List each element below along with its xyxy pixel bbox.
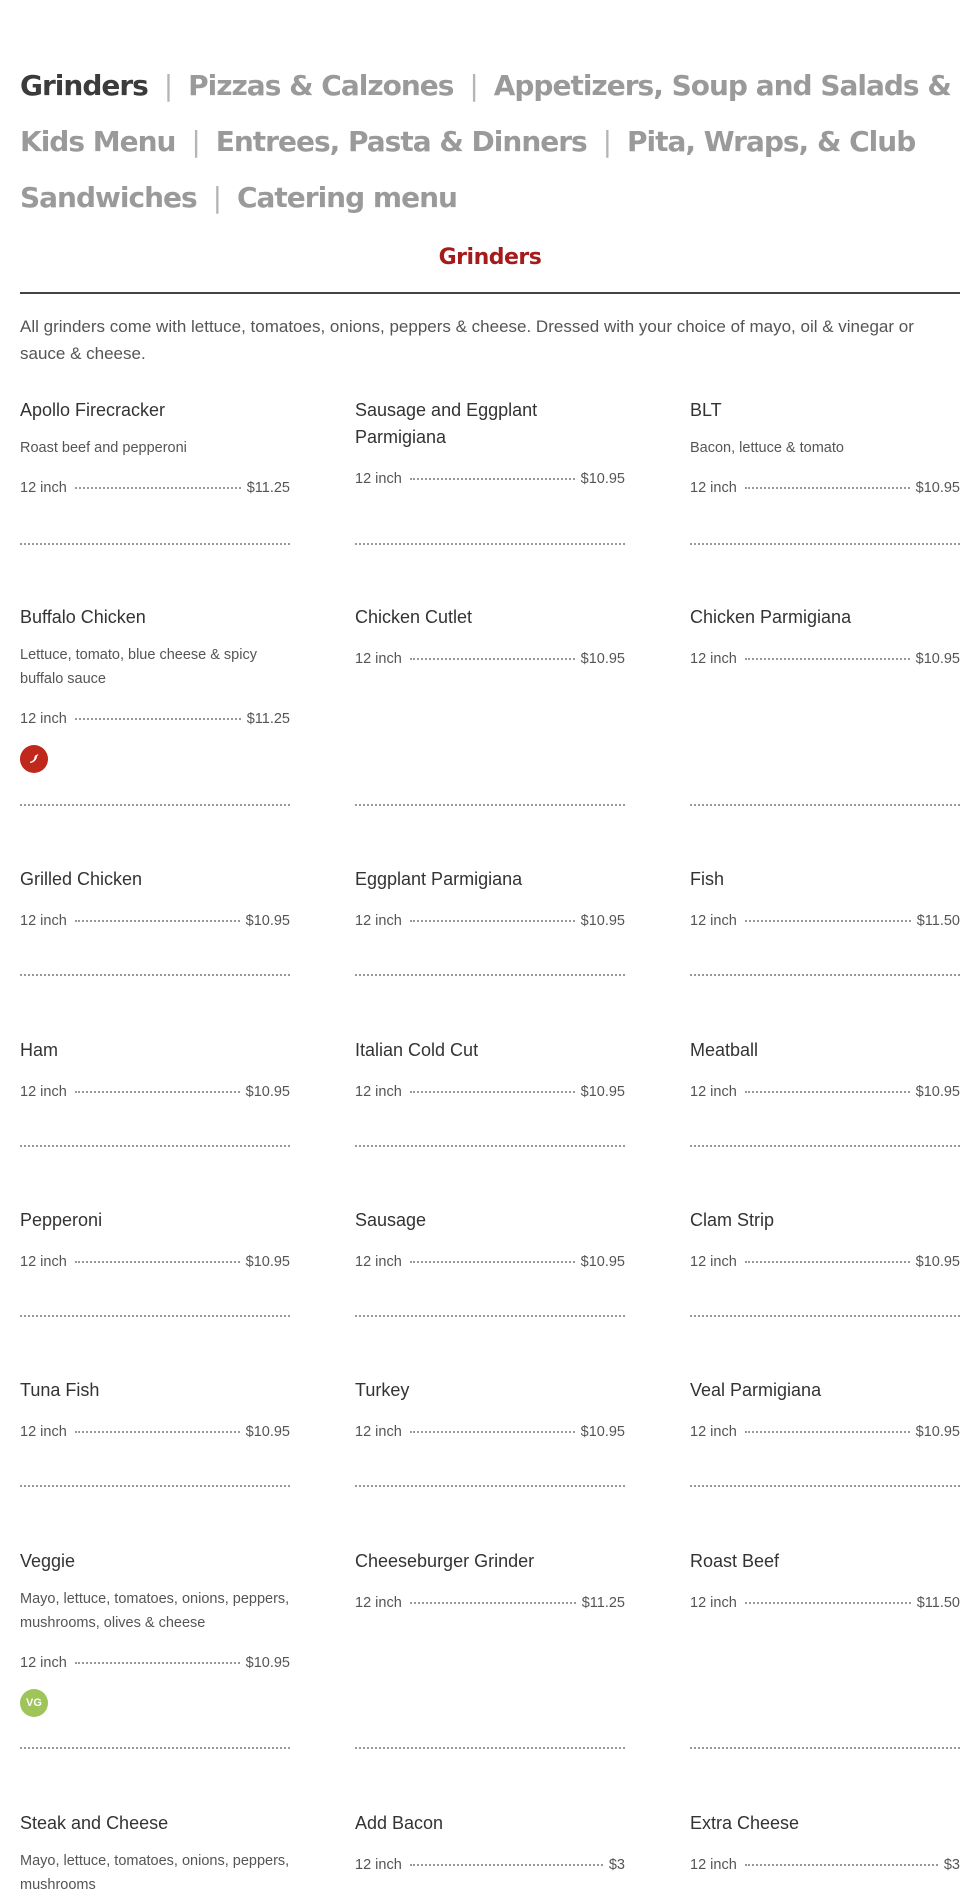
item-size: 12 inch [690, 1857, 737, 1873]
item-name: Pepperoni [20, 1210, 103, 1230]
price-leader [410, 1431, 575, 1433]
menu-item [355, 1207, 625, 1270]
item-name: Add Bacon [355, 1813, 444, 1833]
price-row [20, 480, 290, 496]
tab-separator: | [163, 69, 173, 102]
tab-separator: | [469, 69, 478, 102]
item-divider [690, 1315, 960, 1317]
menu-category-nav [20, 58, 960, 226]
price-leader [410, 1864, 603, 1866]
tab-entrees-pasta-dinners[interactable]: Entrees, Pasta & Dinners [215, 125, 587, 158]
item-name: Ham [20, 1040, 59, 1060]
item-name: Eggplant Parmigiana [355, 869, 523, 889]
item-price: $10.95 [915, 480, 960, 496]
item-divider [20, 804, 290, 806]
price-leader [410, 1602, 576, 1604]
item-divider [20, 543, 290, 545]
menu-item [690, 866, 960, 929]
price-row [20, 1655, 290, 1671]
item-price: $10.95 [580, 651, 625, 667]
item-price: $10.95 [580, 471, 625, 487]
item-price: $10.95 [580, 913, 625, 929]
item-name: Sausage and Eggplant Parmigiana [355, 400, 538, 447]
price-leader [75, 1091, 240, 1093]
price-leader [75, 920, 240, 922]
item-name: Roast Beef [690, 1551, 780, 1571]
item-divider [20, 1315, 290, 1317]
item-divider [690, 1485, 960, 1487]
chili-pepper-icon [20, 745, 48, 773]
price-leader [410, 658, 575, 660]
menu-item [690, 1207, 960, 1270]
price-row [355, 1595, 625, 1611]
item-price: $11.25 [246, 480, 290, 496]
menu-item [690, 1548, 960, 1611]
price-row [355, 913, 625, 929]
item-description: Roast beef and pepperoni [20, 440, 187, 456]
item-divider [355, 1145, 625, 1147]
item-price: $10.95 [580, 1084, 625, 1100]
menu-item [690, 604, 960, 667]
item-price: $10.95 [245, 1655, 290, 1671]
tab-pizzas-calzones[interactable]: Pizzas & Calzones [188, 69, 454, 102]
item-divider [355, 1747, 625, 1749]
menu-item [20, 1037, 290, 1100]
item-price: $10.95 [580, 1254, 625, 1270]
menu-item [355, 1377, 625, 1440]
item-size: 12 inch [20, 480, 67, 496]
item-price: $10.95 [580, 1424, 625, 1440]
item-divider [690, 1145, 960, 1147]
item-price: $10.95 [245, 913, 290, 929]
item-divider [355, 543, 625, 545]
item-size: 12 inch [355, 1254, 402, 1270]
menu-item [355, 1548, 625, 1611]
item-name: Buffalo Chicken [20, 607, 146, 627]
menu-item [20, 604, 290, 773]
price-leader [75, 1261, 240, 1263]
price-leader [745, 1431, 910, 1433]
item-divider [690, 1747, 960, 1749]
item-size: 12 inch [690, 1254, 737, 1270]
item-name: Grilled Chicken [20, 869, 143, 889]
item-name: Steak and Cheese [20, 1813, 169, 1833]
price-leader [745, 920, 911, 922]
item-name: Sausage [355, 1210, 427, 1230]
price-leader [75, 487, 241, 489]
item-price: $10.95 [245, 1424, 290, 1440]
menu-item [690, 1037, 960, 1100]
section-divider [20, 292, 960, 294]
item-size: 12 inch [690, 1084, 737, 1100]
price-row [20, 1254, 290, 1270]
item-size: 12 inch [20, 1084, 67, 1100]
item-name: Clam Strip [690, 1210, 775, 1230]
item-size: 12 inch [690, 913, 737, 929]
tab-grinders[interactable]: Grinders [20, 69, 148, 102]
item-divider [355, 804, 625, 806]
price-leader [745, 1091, 910, 1093]
price-row [355, 651, 625, 667]
item-size: 12 inch [690, 1595, 737, 1611]
price-leader [75, 1431, 240, 1433]
price-row [690, 1595, 960, 1611]
price-row [355, 1254, 625, 1270]
menu-item [20, 1377, 290, 1440]
menu-item [20, 1548, 290, 1717]
item-divider [690, 543, 960, 545]
item-price: $3 [608, 1857, 625, 1873]
price-leader [745, 1261, 910, 1263]
vegetarian-badge-icon: VG [20, 1689, 48, 1717]
item-divider [690, 804, 960, 806]
item-name: Turkey [355, 1380, 410, 1400]
item-name: Fish [690, 869, 725, 889]
price-row [355, 1084, 625, 1100]
section-intro: All grinders come with lettuce, tomatoes, onions, peppers & cheese. Dressed with your choice of mayo, oil & vinegar or sauce & cheese. [20, 317, 914, 363]
item-divider [690, 974, 960, 976]
item-name: Cheeseburger Grinder [355, 1551, 535, 1571]
item-divider [20, 974, 290, 976]
price-leader [745, 487, 910, 489]
menu-item [690, 397, 960, 496]
item-price: $10.95 [915, 1084, 960, 1100]
price-row [690, 913, 960, 929]
item-price: $11.50 [916, 1595, 960, 1611]
price-row [20, 1084, 290, 1100]
item-size: 12 inch [355, 1084, 402, 1100]
item-description: Bacon, lettuce & tomato [690, 440, 844, 456]
item-divider [355, 1315, 625, 1317]
price-row [690, 1254, 960, 1270]
price-leader [410, 1261, 575, 1263]
price-row [690, 1424, 960, 1440]
item-price: $10.95 [915, 1254, 960, 1270]
tab-catering-menu[interactable]: Catering menu [236, 181, 457, 214]
item-price: $11.50 [916, 913, 960, 929]
price-row [690, 651, 960, 667]
item-name: Tuna Fish [20, 1380, 100, 1400]
price-row [20, 913, 290, 929]
item-size: 12 inch [355, 913, 402, 929]
item-price: $10.95 [915, 1424, 960, 1440]
item-size: 12 inch [355, 471, 402, 487]
menu-item [355, 397, 625, 487]
item-price: $10.95 [915, 651, 960, 667]
tab-separator: | [212, 181, 222, 214]
tab-separator: | [602, 125, 612, 158]
item-description: Mayo, lettuce, tomatoes, onions, peppers, mushrooms [20, 1853, 290, 1893]
item-size: 12 inch [355, 1595, 402, 1611]
item-size: 12 inch [690, 651, 737, 667]
price-row [20, 1424, 290, 1440]
price-leader [745, 658, 910, 660]
item-name: Meatball [690, 1040, 759, 1060]
item-price: $10.95 [245, 1254, 290, 1270]
item-divider [355, 1485, 625, 1487]
item-name: Apollo Firecracker [20, 400, 166, 420]
item-size: 12 inch [355, 1857, 402, 1873]
item-size: 12 inch [20, 711, 67, 727]
tab-appetizers-soup-and-salads-kids-menu[interactable]: Appetizers, Soup and Salads & Kids Menu [20, 69, 951, 158]
menu-item [20, 1207, 290, 1270]
item-name: Italian Cold Cut [355, 1040, 479, 1060]
item-name: Extra Cheese [690, 1813, 800, 1833]
item-divider [355, 974, 625, 976]
item-name: Chicken Cutlet [355, 607, 473, 627]
menu-item [20, 866, 290, 929]
item-divider [20, 1485, 290, 1487]
item-price: $3 [943, 1857, 960, 1873]
item-divider [20, 1145, 290, 1147]
item-size: 12 inch [355, 1424, 402, 1440]
tab-separator: | [191, 125, 200, 158]
item-name: Veggie [20, 1551, 76, 1571]
price-leader [410, 920, 575, 922]
item-size: 12 inch [20, 1655, 67, 1671]
price-leader [410, 478, 575, 480]
menu-item [355, 1810, 625, 1873]
menu-item [20, 1810, 290, 1897]
price-row [690, 1084, 960, 1100]
item-size: 12 inch [690, 1424, 737, 1440]
price-leader [745, 1864, 938, 1866]
price-row [355, 1857, 625, 1873]
section-title: Grinders [438, 245, 542, 270]
item-price: $11.25 [246, 711, 290, 727]
price-leader [75, 718, 241, 720]
menu-item [690, 1377, 960, 1440]
item-name: Chicken Parmigiana [690, 607, 852, 627]
price-row [20, 711, 290, 727]
price-row [355, 471, 625, 487]
price-leader [745, 1602, 911, 1604]
menu-item [690, 1810, 960, 1873]
item-divider [20, 1747, 290, 1749]
menu-item [355, 604, 625, 667]
item-size: 12 inch [20, 913, 67, 929]
menu-item [355, 1037, 625, 1100]
menu-item [355, 866, 625, 929]
item-size: 12 inch [20, 1254, 67, 1270]
price-row [690, 480, 960, 496]
tab-pita-wraps-club-sandwiches[interactable]: Pita, Wraps, & Club Sandwiches [20, 125, 916, 214]
item-name: Veal Parmigiana [690, 1380, 822, 1400]
item-description: Mayo, lettuce, tomatoes, onions, peppers, mushrooms, olives & cheese [20, 1591, 290, 1631]
item-price: $10.95 [245, 1084, 290, 1100]
price-row [355, 1424, 625, 1440]
item-size: 12 inch [355, 651, 402, 667]
item-price: $11.25 [581, 1595, 625, 1611]
item-size: 12 inch [20, 1424, 67, 1440]
price-leader [75, 1662, 240, 1664]
item-size: 12 inch [690, 480, 737, 496]
price-row [690, 1857, 960, 1873]
price-leader [410, 1091, 575, 1093]
item-name: BLT [690, 400, 722, 420]
menu-item [20, 397, 290, 496]
item-description: Lettuce, tomato, blue cheese & spicy buffalo sauce [20, 647, 257, 687]
